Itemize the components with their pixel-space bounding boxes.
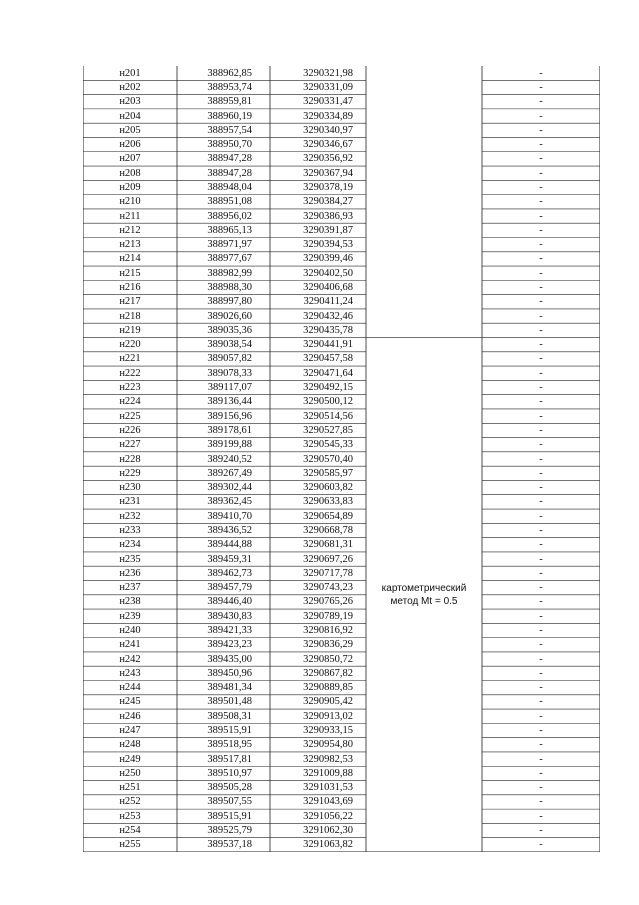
mark-cell: - [539,181,543,193]
point-id-cell: н250 [119,767,141,779]
point-id-cell: н235 [119,553,141,565]
point-id-cell: н210 [119,196,141,208]
y-coordinate-cell: 3290331,47 [303,96,353,108]
point-id-cell: н236 [119,567,141,579]
x-coordinate-cell: 388960,19 [207,110,252,122]
mark-cell: - [539,639,543,651]
x-coordinate-cell: 389178,61 [207,424,252,436]
x-coordinate-cell: 388965,13 [207,224,252,236]
mark-cell: - [539,510,543,522]
x-coordinate-cell: 389446,40 [207,596,252,608]
mark-cell: - [539,810,543,822]
point-id-cell: н205 [119,124,141,136]
mark-cell: - [539,424,543,436]
y-coordinate-cell: 3290514,56 [303,410,353,422]
y-coordinate-cell: 3290633,83 [303,496,353,508]
y-coordinate-cell: 3290681,31 [303,539,353,551]
x-coordinate-cell: 389117,07 [207,382,252,394]
mark-cell: - [539,839,543,851]
point-id-cell: н217 [119,296,141,308]
x-coordinate-cell: 388947,28 [207,153,252,165]
point-id-cell: н243 [119,667,141,679]
x-coordinate-cell: 389423,23 [207,639,252,651]
y-coordinate-cell: 3290654,89 [303,510,353,522]
point-id-cell: н241 [119,639,141,651]
y-coordinate-cell: 3290545,33 [303,439,353,451]
mark-cell: - [539,467,543,479]
y-coordinate-cell: 3290585,97 [303,467,353,479]
y-coordinate-cell: 3290334,89 [303,110,353,122]
x-coordinate-cell: 389362,45 [207,496,252,508]
point-id-cell: н249 [119,753,141,765]
point-id-cell: н221 [119,353,141,365]
point-id-cell: н234 [119,539,141,551]
mark-cell: - [539,224,543,236]
point-id-cell: н219 [119,324,141,336]
y-coordinate-cell: 3290905,42 [303,696,353,708]
x-coordinate-cell: 389459,31 [207,553,252,565]
x-coordinate-cell: 389435,00 [207,653,252,665]
y-coordinate-cell: 3290384,27 [303,196,353,208]
point-id-cell: н201 [119,67,141,79]
mark-cell: - [539,539,543,551]
mark-cell: - [539,524,543,536]
x-coordinate-cell: 389421,33 [207,624,252,636]
x-coordinate-cell: 389136,44 [207,396,252,408]
mark-cell: - [539,782,543,794]
x-coordinate-cell: 389462,73 [207,567,252,579]
mark-cell: - [539,124,543,136]
x-coordinate-cell: 389444,88 [207,539,252,551]
x-coordinate-cell: 388971,97 [207,239,252,251]
mark-cell: - [539,767,543,779]
mark-cell: - [539,453,543,465]
y-coordinate-cell: 3290346,67 [303,139,353,151]
point-id-cell: н226 [119,424,141,436]
x-coordinate-cell: 388948,04 [207,181,252,193]
mark-cell: - [539,339,543,351]
x-coordinate-cell: 389302,44 [207,482,252,494]
y-coordinate-cell: 3290500,12 [303,396,353,408]
x-coordinate-cell: 389035,36 [207,324,252,336]
point-id-cell: н227 [119,439,141,451]
point-id-cell: н254 [119,825,141,837]
mark-cell: - [539,496,543,508]
point-id-cell: н214 [119,253,141,265]
x-coordinate-cell: 388947,28 [207,167,252,179]
mark-cell: - [539,296,543,308]
y-coordinate-cell: 3290954,80 [303,739,353,751]
mark-cell: - [539,653,543,665]
x-coordinate-cell: 388957,54 [207,124,252,136]
mark-cell: - [539,596,543,608]
x-coordinate-cell: 389525,79 [207,825,252,837]
point-id-cell: н224 [119,396,141,408]
point-id-cell: н225 [119,410,141,422]
y-coordinate-cell: 3290432,46 [303,310,353,322]
y-coordinate-cell: 3290933,15 [303,725,353,737]
point-id-cell: н231 [119,496,141,508]
mark-cell: - [539,396,543,408]
x-coordinate-cell: 389038,54 [207,339,252,351]
method-line-2: метод Mt = 0.5 [390,595,458,607]
x-coordinate-cell: 389517,81 [207,753,252,765]
method-line-1: картометрический [381,582,467,594]
x-coordinate-cell: 389436,52 [207,524,252,536]
x-coordinate-cell: 389510,97 [207,767,252,779]
mark-cell: - [539,310,543,322]
x-coordinate-cell: 388997,80 [207,296,252,308]
mark-cell: - [539,796,543,808]
coordinates-table [83,66,600,852]
point-id-cell: н253 [119,810,141,822]
point-id-cell: н212 [119,224,141,236]
mark-cell: - [539,696,543,708]
x-coordinate-cell: 389078,33 [207,367,252,379]
x-coordinate-cell: 389156,96 [207,410,252,422]
x-coordinate-cell: 389240,52 [207,453,252,465]
point-id-cell: н220 [119,339,141,351]
y-coordinate-cell: 3291031,53 [303,782,353,794]
point-id-cell: н252 [119,796,141,808]
point-id-cell: н239 [119,610,141,622]
point-id-cell: н211 [119,210,141,222]
mark-cell: - [539,153,543,165]
mark-cell: - [539,96,543,108]
point-id-cell: н248 [119,739,141,751]
y-coordinate-cell: 3290889,85 [303,682,353,694]
x-coordinate-cell: 389515,91 [207,810,252,822]
y-coordinate-cell: 3290457,58 [303,353,353,365]
y-coordinate-cell: 3291009,88 [303,767,353,779]
x-coordinate-cell: 389450,96 [207,667,252,679]
y-coordinate-cell: 3290789,19 [303,610,353,622]
x-coordinate-cell: 389267,49 [207,467,252,479]
point-id-cell: н229 [119,467,141,479]
mark-cell: - [539,353,543,365]
y-coordinate-cell: 3290399,46 [303,253,353,265]
mark-cell: - [539,825,543,837]
y-coordinate-cell: 3290717,78 [303,567,353,579]
mark-cell: - [539,567,543,579]
y-coordinate-cell: 3290471,64 [303,367,353,379]
y-coordinate-cell: 3291062,30 [303,825,353,837]
mark-cell: - [539,67,543,79]
point-id-cell: н206 [119,139,141,151]
x-coordinate-cell: 389501,48 [207,696,252,708]
point-id-cell: н244 [119,682,141,694]
mark-cell: - [539,753,543,765]
y-coordinate-cell: 3290386,93 [303,210,353,222]
x-coordinate-cell: 389199,88 [207,439,252,451]
x-coordinate-cell: 389457,79 [207,582,252,594]
y-coordinate-cell: 3290321,98 [303,67,353,79]
x-coordinate-cell: 389507,55 [207,796,252,808]
point-id-cell: н208 [119,167,141,179]
x-coordinate-cell: 388956,02 [207,210,252,222]
mark-cell: - [539,582,543,594]
x-coordinate-cell: 389057,82 [207,353,252,365]
point-id-cell: н246 [119,710,141,722]
x-coordinate-cell: 388959,81 [207,96,252,108]
point-id-cell: н245 [119,696,141,708]
y-coordinate-cell: 3290570,40 [303,453,353,465]
x-coordinate-cell: 389537,18 [207,839,252,851]
x-coordinate-cell: 388962,85 [207,67,252,79]
mark-cell: - [539,624,543,636]
point-id-cell: н218 [119,310,141,322]
point-id-cell: н213 [119,239,141,251]
y-coordinate-cell: 3290697,26 [303,553,353,565]
point-id-cell: н242 [119,653,141,665]
y-coordinate-cell: 3290402,50 [303,267,353,279]
mark-cell: - [539,482,543,494]
mark-cell: - [539,382,543,394]
y-coordinate-cell: 3290867,82 [303,667,353,679]
point-id-cell: н233 [119,524,141,536]
y-coordinate-cell: 3290850,72 [303,653,353,665]
y-coordinate-cell: 3291056,22 [303,810,353,822]
mark-cell: - [539,196,543,208]
x-coordinate-cell: 389508,31 [207,710,252,722]
point-id-cell: н237 [119,582,141,594]
y-coordinate-cell: 3290441,91 [303,339,353,351]
point-id-cell: н228 [119,453,141,465]
mark-cell: - [539,110,543,122]
y-coordinate-cell: 3290391,87 [303,224,353,236]
mark-cell: - [539,710,543,722]
mark-cell: - [539,81,543,93]
y-coordinate-cell: 3290836,29 [303,639,353,651]
point-id-cell: н203 [119,96,141,108]
x-coordinate-cell: 388988,30 [207,282,252,293]
mark-cell: - [539,553,543,565]
x-coordinate-cell: 389026,60 [207,310,252,322]
mark-cell: - [539,739,543,751]
point-id-cell: н207 [119,153,141,165]
point-id-cell: н247 [119,725,141,737]
x-coordinate-cell: 389505,28 [207,782,252,794]
y-coordinate-cell: 3290394,53 [303,239,353,251]
y-coordinate-cell: 3290982,53 [303,753,353,765]
mark-cell: - [539,682,543,694]
y-coordinate-cell: 3290411,24 [303,296,353,308]
y-coordinate-cell: 3290743,23 [303,582,353,594]
y-coordinate-cell: 3290331,09 [303,81,353,93]
x-coordinate-cell: 388953,74 [207,81,252,93]
x-coordinate-cell: 388951,08 [207,196,252,208]
y-coordinate-cell: 3290435,78 [303,324,353,336]
mark-cell: - [539,725,543,737]
y-coordinate-cell: 3291043,69 [303,796,353,808]
point-id-cell: н230 [119,482,141,494]
point-id-cell: н251 [119,782,141,794]
mark-cell: - [539,410,543,422]
point-id-cell: н223 [119,382,141,394]
mark-cell: - [539,439,543,451]
mark-cell: - [539,324,543,336]
x-coordinate-cell: 388982,99 [207,267,252,279]
x-coordinate-cell: 389481,34 [207,682,252,694]
y-coordinate-cell: 3290527,85 [303,424,353,436]
y-coordinate-cell: 3290367,94 [303,167,353,179]
point-id-cell: н222 [119,367,141,379]
x-coordinate-cell: 388977,67 [207,253,252,265]
y-coordinate-cell: 3290668,78 [303,524,353,536]
point-id-cell: н238 [119,596,141,608]
x-coordinate-cell: 388950,70 [207,139,252,151]
x-coordinate-cell: 389515,91 [207,725,252,737]
x-coordinate-cell: 389410,70 [207,510,252,522]
y-coordinate-cell: 3290603,82 [303,482,353,494]
mark-cell: - [539,610,543,622]
point-id-cell: н204 [119,110,141,122]
y-coordinate-cell: 3290492,15 [303,382,353,394]
mark-cell: - [539,253,543,265]
method-note [366,582,482,608]
point-id-cell: н202 [119,81,141,93]
mark-cell: - [539,239,543,251]
y-coordinate-cell: 3290406,68 [303,282,353,293]
point-id-cell: н255 [119,839,141,851]
point-id-cell: н232 [119,510,141,522]
y-coordinate-cell: 3290765,26 [303,596,353,608]
point-id-cell: н215 [119,267,141,279]
x-coordinate-cell: 389518,95 [207,739,252,751]
point-id-cell: н216 [119,282,141,293]
mark-cell: - [539,167,543,179]
x-coordinate-cell: 389430,83 [207,610,252,622]
y-coordinate-cell: 3290356,92 [303,153,353,165]
y-coordinate-cell: 3291063,82 [303,839,353,851]
mark-cell: - [539,267,543,279]
mark-cell: - [539,210,543,222]
y-coordinate-cell: 3290913,02 [303,710,353,722]
y-coordinate-cell: 3290378,19 [303,181,353,193]
mark-cell: - [539,667,543,679]
y-coordinate-cell: 3290816,92 [303,624,353,636]
mark-cell: - [539,282,543,293]
point-id-cell: н209 [119,181,141,193]
mark-cell: - [539,367,543,379]
point-id-cell: н240 [119,624,141,636]
y-coordinate-cell: 3290340,97 [303,124,353,136]
mark-cell: - [539,139,543,151]
